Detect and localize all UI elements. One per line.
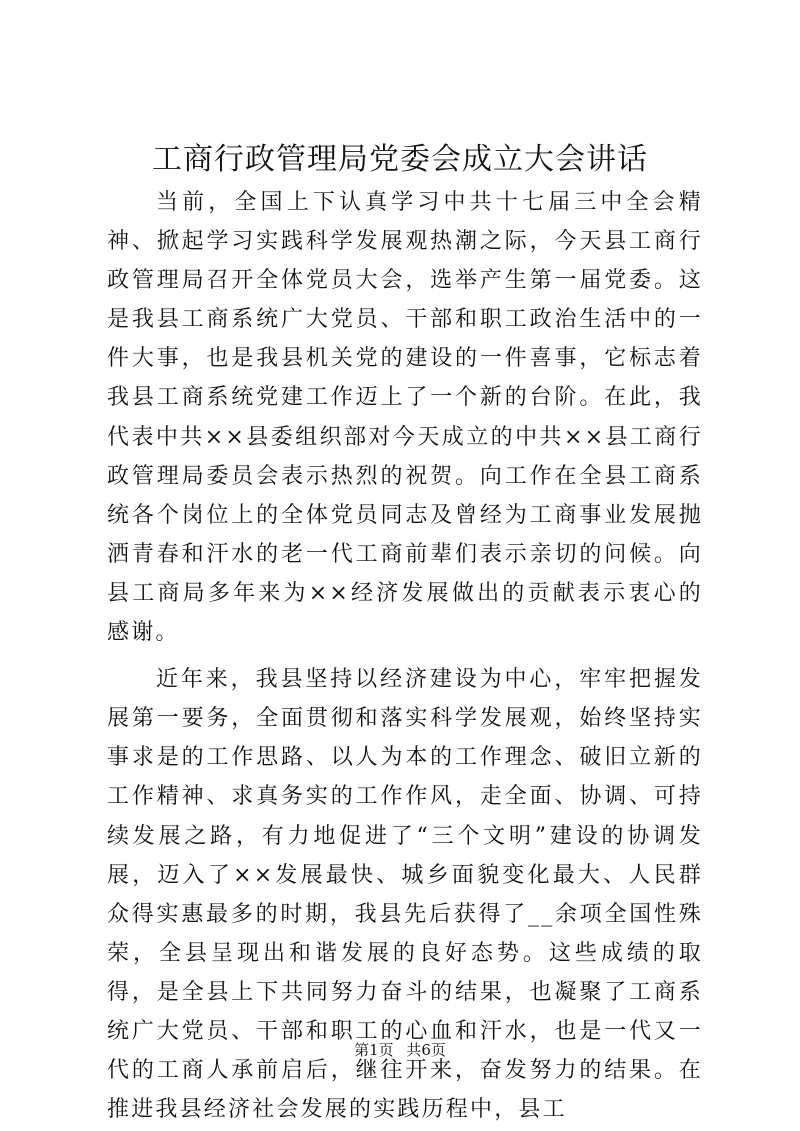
page-number: 第1页: [354, 1041, 394, 1059]
paragraph-1: 当前，全国上下认真学习中共十七届三中全会精神、掀起学习实践科学发展观热潮之际，今天县工商行政管理局召开全体党员大会，选举产生第一届党委。这是我县工商系统广大党员、干部和职工政治生活中的一件大事，也是我县机关党的建设的一件喜事，它标志着我县工商系统党建工作迈上了一个新的台阶。在此，我代表中共××县委组织部对今天成立的中共××县工商行政管理局委员会表示热烈的祝贺。向工作在全县工商系统各个岗位上的全体党员同志及曾经为工商事业发展抛洒青春和汗水的老一代工商前辈们表示亲切的问候。向县工商局多年来为××经济发展做出的贡献表示衷心的感谢。: [107, 190, 703, 646]
document-title: 工商行政管理局党委会成立大会讲话: [152, 142, 648, 177]
document-body: [107, 183, 703, 1129]
page-footer: [0, 1040, 800, 1060]
paragraph-2: 近年来，我县坚持以经济建设为中心，牢牢把握发展第一要务，全面贯彻和落实科学发展观，始终坚持实事求是的工作思路、以人为本的工作理念、破旧立新的工作精神、求真务实的工作作风，走全面、协调、可持续发展之路，有力地促进了“三个文明”建设的协调发展，迈入了××发展最快、城乡面貌变化最大、人民群众得实惠最多的时期，我县先后获得了__余项全国性殊荣，全县呈现出和谐发展的良好态势。这些成绩的取得，是全县上下共同努力奋斗的结果，也凝聚了工商系统广大党员、干部和职工的心血和汗水，也是一代又一代的工商人承前启后，继往开来，奋发努力的结果。在推进我县经济社会发展的实践历程中，县工: [107, 667, 703, 1123]
total-pages: 共6页: [406, 1041, 446, 1059]
